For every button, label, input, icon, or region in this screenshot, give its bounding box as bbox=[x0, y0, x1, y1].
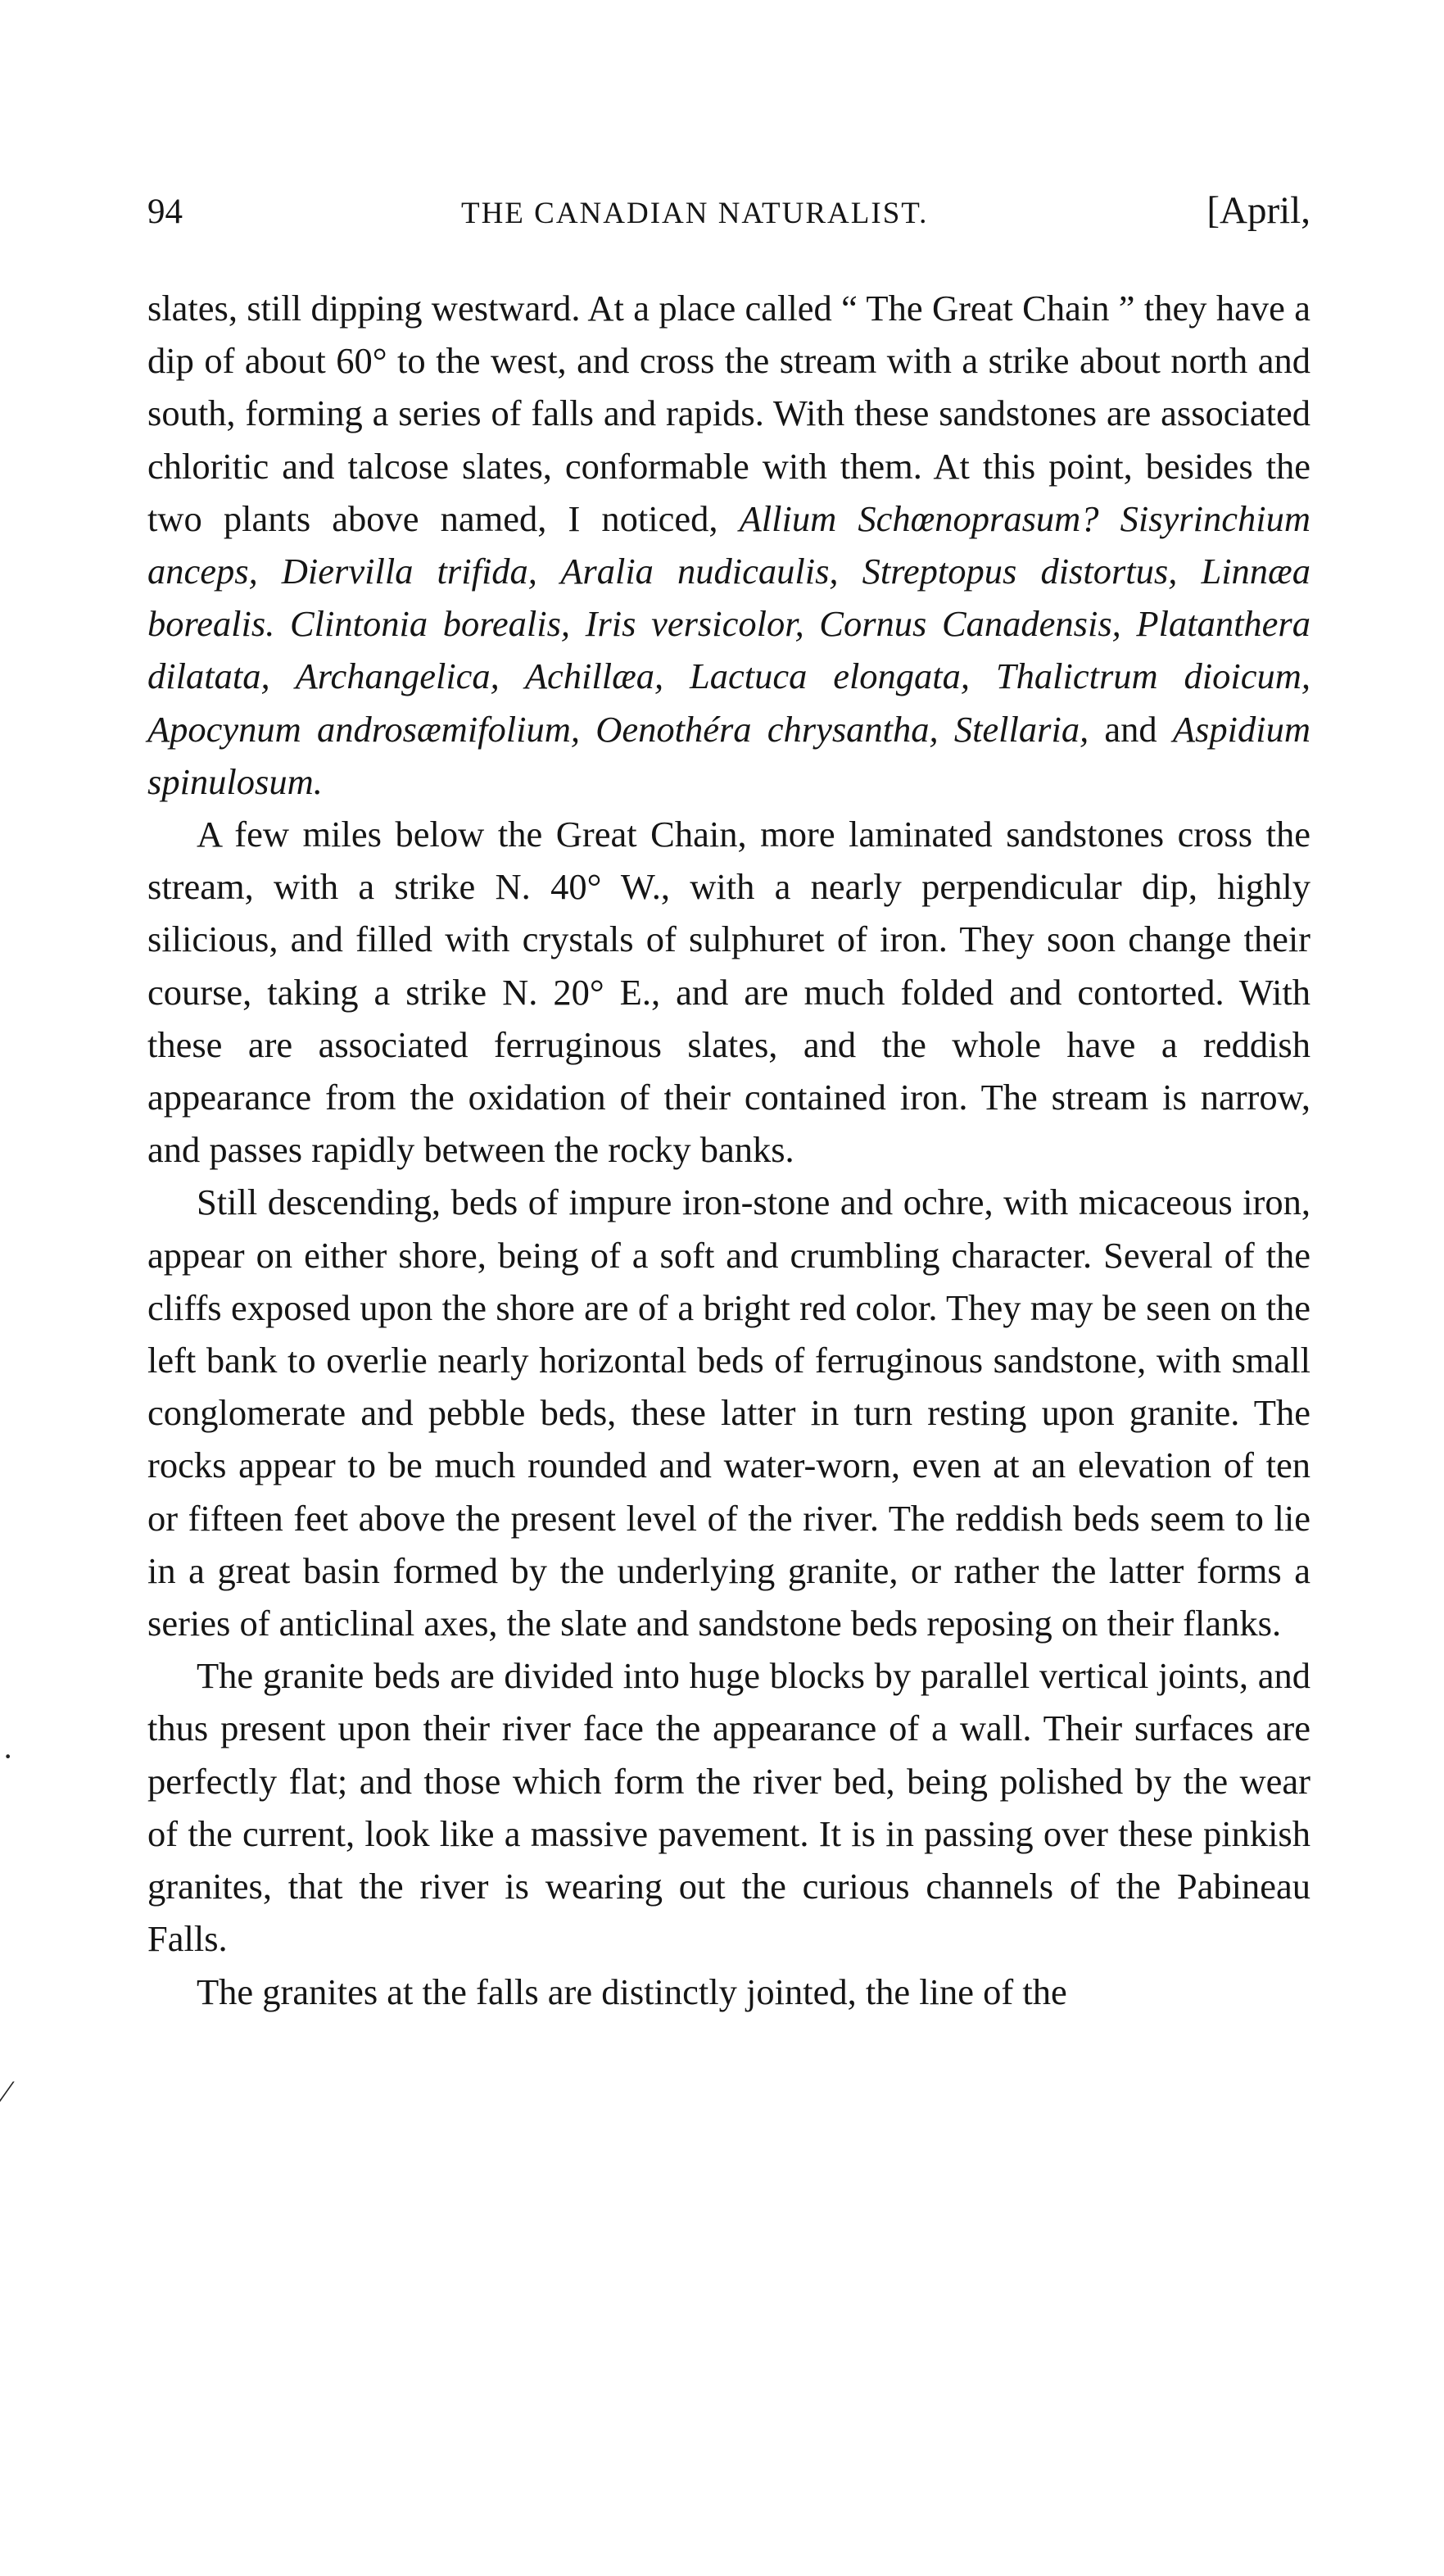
paragraph-1-conjunction: and bbox=[1089, 708, 1173, 750]
paragraph-4: The granite beds are divided into huge blocks by parallel vertical joints, and thus present upon their river face the appearance of a wall. Their surfaces are perfectly flat; and those which form the river bed, being polished by the wear of the current, look like a massive pavement. It is in passing over these pinkish granites, that the river is wearing out the curious channels of the Pabineau Falls. bbox=[147, 1655, 1310, 1960]
paragraph-1 bbox=[147, 282, 1310, 808]
running-head bbox=[147, 188, 1310, 246]
document-page bbox=[147, 188, 1310, 2018]
paragraph-2: A few miles below the Great Chain, more laminated sandstones cross the stream, with a strike N. 40° W., with a nearly perpendicular dip, highly silicious, and filled with crystals of sulphuret of iron. They soon change their course, taking a strike N. 20° E., and are much folded and contorted. With these are associated ferruginous slates, and the whole have a reddish appearance from the oxidation of their contained iron. The stream is narrow, and passes rapidly between the rocky banks. bbox=[147, 814, 1310, 1171]
margin-dot-mark: · bbox=[2, 1738, 14, 1775]
body-text bbox=[147, 282, 1310, 2018]
issue-month: [April, bbox=[1206, 189, 1310, 232]
journal-title: THE CANADIAN NATURALIST. bbox=[460, 197, 929, 230]
paragraph-3: Still descending, beds of impure iron-stone and ochre, with micaceous iron, appear on either shore, being of a soft and crumbling character. Several of the cliffs exposed upon the shore are of a bright red color. They may be seen on the left bank to overlie nearly horizontal beds of ferruginous sandstone, with small conglomerate and pebble beds, these latter in turn resting upon granite. The rocks appear to be much rounded and water-worn, even at an elevation of ten or fifteen feet above the present level of the river. The reddish beds seem to lie in a great basin formed by the underlying granite, or rather the latter forms a series of anticlinal axes, the slate and sandstone beds reposing on their flanks. bbox=[147, 1181, 1310, 1644]
paragraph-5: The granites at the falls are distinctly jointed, the line of the bbox=[197, 1971, 1067, 2012]
margin-tick-mark: ⁄ bbox=[3, 2074, 9, 2111]
page-number: 94 bbox=[147, 193, 183, 231]
plant-species-list: Allium Schœnoprasum? Sisyrinchium anceps, Diervilla trifida, Aralia nudicaulis, Streptopus distortus, Linnæa borealis. Clintonia borealis, Iris versicolor, Cornus Canadensis, Platanthera dilatata, Archangelica, Achillæa, Lactuca elongata, Thalictrum dioicum, Apocynum androsæmifolium, Oenothéra chrysantha, Stellaria, bbox=[147, 497, 1310, 750]
paragraph-1-text: slates, still dipping westward. At a place called “ The Great Chain ” they have a dip of about 60° to the west, and cross the stream with a strike about north and south, forming a series of falls and rapids. With these sandstones are associated chloritic and talcose slates, conformable with them. At this point, besides the two plants above named, I noticed, bbox=[147, 288, 1310, 539]
plant-species-last: Aspidium spinulosum. bbox=[147, 708, 1310, 802]
